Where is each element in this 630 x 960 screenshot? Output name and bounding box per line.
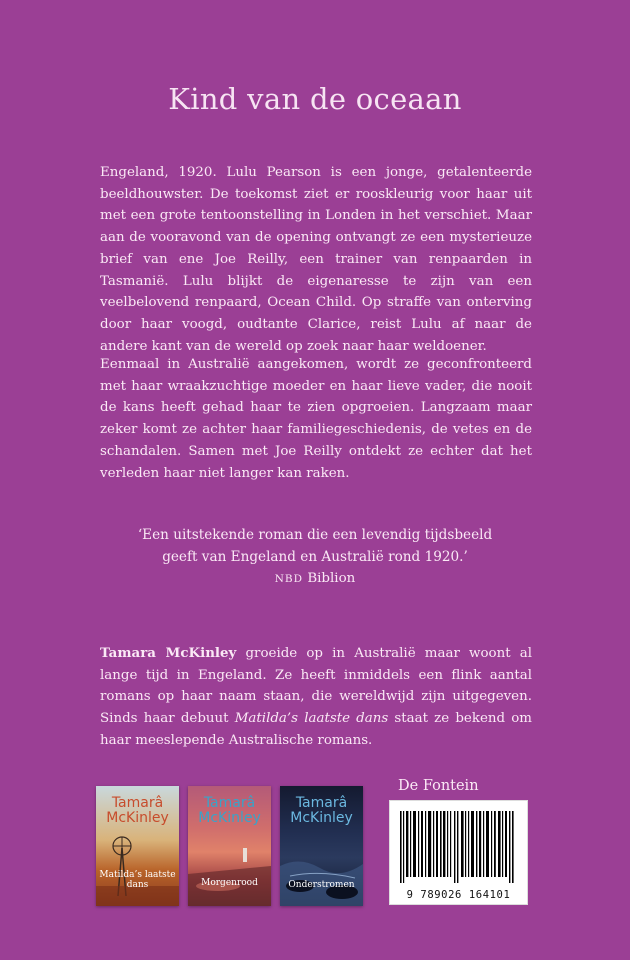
quote-source — [0, 568, 630, 591]
blurb-paragraph-1: Engeland, 1920. Lulu Pearson is een jonge, getalenteerde beeldhouwster. De toekomst ziet er rooskleurig voor haar uit met een grote tentoonstelling in Londen in het verschiet. Maar aan de vooravond van de opening ontvangt ze een mysterieuze brief van ene Joe Reilly, een trainer van renpaarden in Tasmanië. Lulu blijkt de eigenaresse te zijn van een veelbelovend renpaard, Ocean Child. Op straffe van onterving door haar voogd, oudtante Clarice, reist Lulu af naar de andere kant van de wereld op zoek naar haar weldoener. — [100, 165, 532, 354]
book-2-author: Tamarâ McKinley — [198, 795, 261, 826]
book-cover-matildas-laatste-dans — [96, 786, 179, 906]
book-1-title: Matilda’s laatste dans — [99, 870, 176, 890]
barcode-bars — [390, 801, 527, 887]
book-1-author: Tamarâ McKinley — [106, 795, 169, 826]
quote-line-2: geeft van Engeland en Australië rond 1920.’ — [162, 548, 468, 565]
book-title: Kind van de oceaan — [168, 82, 462, 116]
review-quote — [0, 525, 630, 591]
blurb-paragraph-2: Eenmaal in Australië aangekomen, wordt ze geconfronteerd met haar wraakzuchtige moeder en haar lieve vader, die nooit de kans heeft gehad haar te zien opgroeien. Langzaam maar zeker komt ze achter haar familiegeschiedenis, de vetes en de schandalen. Samen met Joe Reilly ontdekt ze echter dat het verleden haar niet langer kan raken. — [100, 357, 532, 481]
author-bio-text-2: staat ze bekend om haar meeslepende Australische romans. — [100, 711, 532, 748]
author-bio-text-1: groeide op in Australië maar woont al lange tijd in Engeland. Ze heeft inmiddels een flink aantal romans op haar naam staan, die wereldwijd zijn uitgegeven. Sinds haar debuut — [100, 646, 533, 727]
publisher-name: De Fontein — [398, 778, 479, 794]
quote-source-prefix: NBD — [274, 573, 304, 585]
book-cover-morgenrood — [188, 786, 271, 906]
quote-line-1: ‘Een uitstekende roman die een levendig tijdsbeeld — [137, 527, 493, 543]
author-name: Tamara McKinley — [100, 645, 237, 661]
book-cover-onderstromen — [280, 786, 363, 906]
author-bio — [100, 643, 532, 752]
book-3-author: Tamarâ McKinley — [290, 795, 353, 826]
quote-source-name: Biblion — [307, 571, 356, 586]
isbn-barcode — [389, 800, 528, 905]
book-3-title: Onderstromen — [288, 880, 355, 890]
book-2-title: Morgenrood — [201, 878, 258, 888]
debut-title: Matilda’s laatste dans — [234, 711, 389, 727]
isbn-number: 9 789026 164101 — [406, 889, 511, 901]
